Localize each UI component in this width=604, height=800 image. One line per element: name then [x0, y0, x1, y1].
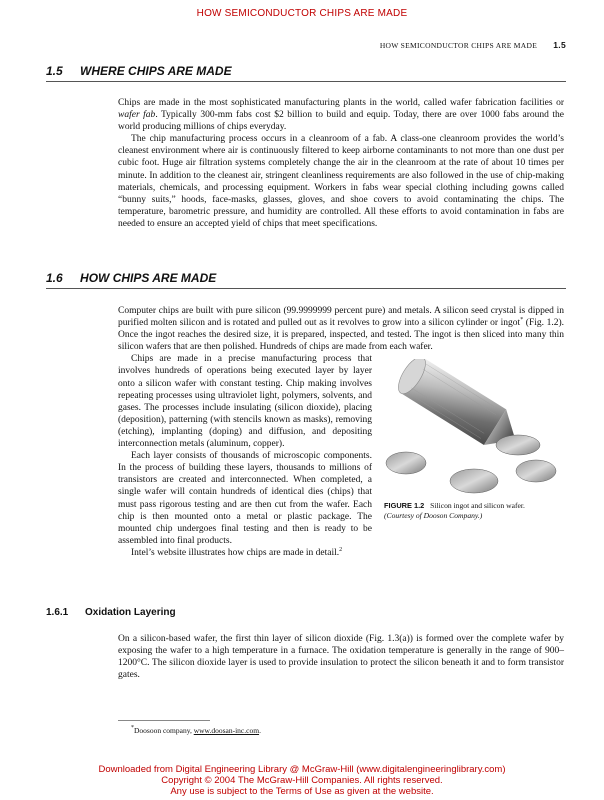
section-1-6-1-body [118, 633, 564, 681]
footnote [131, 726, 261, 735]
text-run: Computer chips are built with pure silicon (99.9999999 percent pure) and metals. A silicon seed crystal is dipped in purified molten silicon and is rotated and pulled out as it revolves to grow into a silicon cylinder or ingot [118, 306, 564, 329]
section-heading-1-5 [46, 64, 566, 82]
section-title: HOW CHIPS ARE MADE [80, 271, 217, 285]
ingot-wafer-photo [384, 359, 564, 497]
paragraph: Chips are made in a precise manufacturing process that involves hundreds of operations being executed layer by layer onto a silicon wafer with constant testing. Chip making involves repeating processes using ultraviolet light, polymers, solvents, and gases. The processes include insulating (silicon dioxide), placing (deposition), patterning (with stencils known as masks), removing (etching), implanting (doping) and diffusion, and depositing interconnection metals (aluminum, copper). [118, 354, 372, 450]
footnote-end: . [259, 726, 261, 735]
banner-line: Copyright © 2004 The McGraw-Hill Companies. All rights reserved. [161, 774, 443, 786]
footnote-marker: * [520, 317, 524, 324]
text-run: (Fig. 1.2). Once the ingot reaches the desired size, it is prepared, inspected, and tested. The ingot is then sliced into many thin silicon wafers that are then polished. Hundreds of chips are made from each wafer. [118, 318, 564, 353]
figure-caption-text: Silicon ingot and silicon wafer. [430, 501, 525, 511]
section-heading-1-6 [46, 271, 566, 289]
running-head-title: HOW SEMICONDUCTOR CHIPS ARE MADE [379, 41, 538, 50]
paragraph [118, 547, 564, 559]
section-number: 1.6 [46, 271, 63, 285]
paragraph [118, 305, 564, 353]
section-number: 1.5 [46, 64, 63, 78]
running-head [380, 40, 566, 50]
paragraph: Each layer consists of thousands of microscopic components. In the process of building these layers, thousands to millions of transistors are created and interconnected. When completed, a single wafer will contain hundreds of identical dies (chips) that must pass rigorous testing and are then cut from the wafer. Each chip is then mounted onto a metal or plastic package. The mounted chip undergoes final testing and then is ready to be assembled into final products. [118, 451, 372, 546]
text-run: . Typically 300-mm fabs cost $2 billion to build and equip. Today, there are over 1000 fabs around the world producing millions of chips everyday. [118, 110, 564, 133]
banner-line[interactable]: Downloaded from Digital Engineering Library @ McGraw-Hill (www.digitalengineeringlibrary.com) [98, 764, 506, 775]
paragraph: The chip manufacturing process occurs in a cleanroom of a fab. A class-one cleanroom provides the world’s cleanest environment where air is continuously filtered to keep airborne contaminants to not more than one dust per cubic foot. Huge air filtration systems completely change the air in the cleanroom at the rate of about 10 times per minute. In addition to the cleanest air, stringent cleanliness requirements are also followed in the use of chip-making materials, chemicals, and processing equipment. Workers in fabs wear special clothing including gowns called “bunny suits,” hoods, face-masks, glasses, gloves, and shoe covers to avoid contaminating the chips. The temperature, barometric pressure, and humidity are controlled. All these efforts to avoid contamination in fabs are needed to ensure an accepted yield of chips that meet specifications. [118, 134, 564, 229]
section-1-6-body [118, 305, 564, 559]
footnote-rule [118, 720, 210, 721]
section-1-5-body [118, 97, 564, 230]
figure-1-2 [384, 359, 564, 521]
figure-caption [384, 501, 564, 521]
emphasis: wafer fab [118, 110, 156, 121]
footnote-marker: * [131, 725, 134, 731]
section-title: WHERE CHIPS ARE MADE [80, 64, 232, 78]
page-number: 1.5 [553, 40, 566, 50]
footnote-link[interactable]: www.doosan-inc.com [193, 726, 260, 735]
footnote-marker: 2 [339, 546, 343, 553]
bottom-banner [0, 765, 604, 797]
paragraph: On a silicon-based wafer, the first thin layer of silicon dioxide (Fig. 1.3(a)) is formed over the complete wafer by exposing the wafer to a high temperature in a furnace. The oxidation temperature is generally in the range of 900–1200°C. The silicon dioxide layer is used to provide insulation to protect the silicon beneath it and to form transistor gates. [118, 634, 564, 681]
section-number: 1.6.1 [46, 607, 69, 618]
text-run: Chips are made in the most sophisticated manufacturing plants in the world, called wafer fabrication facilities or [118, 98, 564, 108]
figure-label: FIGURE 1.2 [384, 501, 425, 511]
banner-line: Any use is subject to the Terms of Use as given at the website. [170, 785, 434, 797]
section-title: Oxidation Layering [85, 607, 176, 618]
section-heading-1-6-1 [46, 607, 176, 618]
top-banner: HOW SEMICONDUCTOR CHIPS ARE MADE [196, 8, 408, 19]
figure-courtesy: (Courtesy of Dooson Company.) [384, 511, 483, 521]
text-run: Intel’s website illustrates how chips are made in detail. [131, 547, 340, 558]
footnote-text: Doosoon company, [134, 726, 194, 735]
paragraph [118, 97, 564, 133]
